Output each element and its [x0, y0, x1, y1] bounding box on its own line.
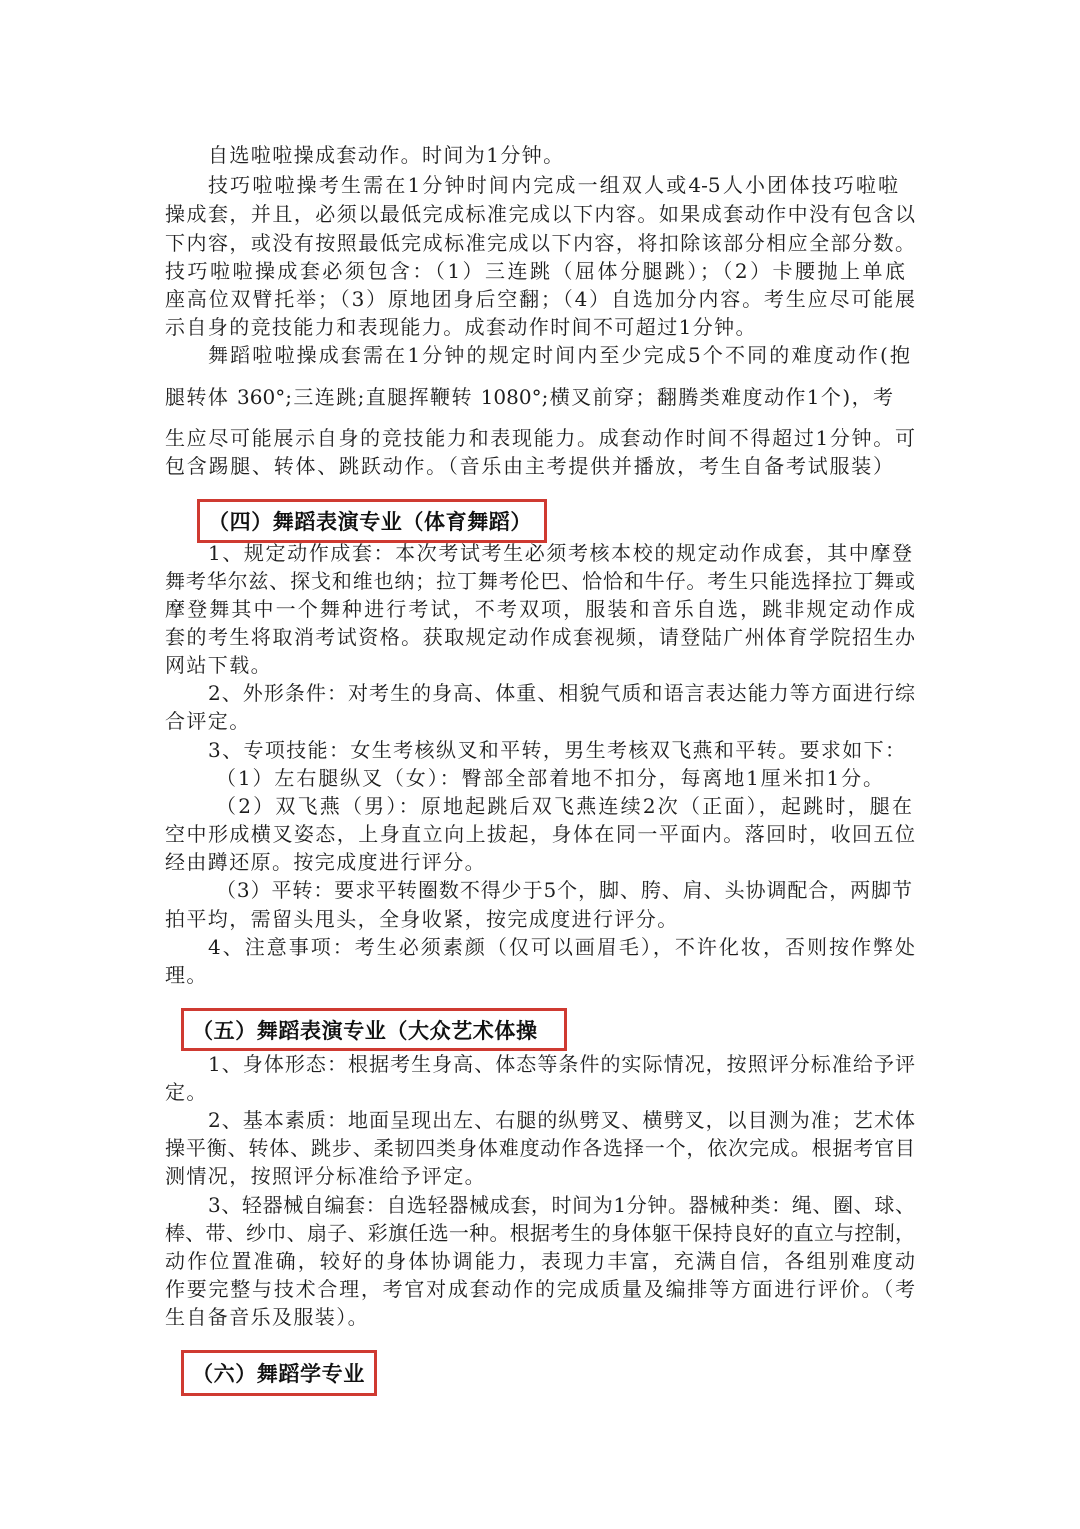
- text-line: 测情况，按照评分标准给予评定。: [165, 1164, 486, 1188]
- text-line: 3、轻器械自编套：自选轻器械成套，时间为1分钟。器械种类：绳、圈、球、: [208, 1193, 915, 1217]
- text-line: 动作位置准确，较好的身体协调能力，表现力丰富，充满自信，各组别难度动: [165, 1249, 915, 1273]
- text-line: （1）左右腿纵叉（女）：臀部全部着地不扣分，每离地1厘米扣1分。: [216, 766, 883, 790]
- section-heading-sport-dance: （四）舞蹈表演专业（体育舞蹈）: [208, 509, 532, 534]
- text-line: 1、规定动作成套：本次考试考生必须考核本校的规定动作成套，其中摩登: [208, 541, 912, 565]
- text-line: （2）双飞燕（男）：原地起跳后双飞燕连续2次（正面），起跳时，腿在: [216, 794, 912, 818]
- text-line: 自选啦啦操成套动作。时间为1分钟。: [208, 143, 565, 167]
- text-line: 作要完整与技术合理，考官对成套动作的完成质量及编排等方面进行评价。（考: [165, 1277, 915, 1301]
- text-line: 座高位双臂托举；（3）原地团身后空翻；（4）自选加分内容。考生应尽可能展: [165, 287, 915, 311]
- text-line: 包含踢腿、转体、跳跃动作。（音乐由主考提供并播放，考生自备考试服装）: [165, 454, 893, 478]
- text-line: 网站下载。: [165, 653, 272, 677]
- text-line: 理。: [165, 963, 208, 987]
- text-line: 4、注意事项：考生必须素颜（仅可以画眉毛），不许化妆，否则按作弊处: [208, 935, 915, 959]
- text-line: 示自身的竞技能力和表现能力。成套动作时间不可超过1分钟。: [165, 315, 757, 339]
- text-line: 操平衡、转体、跳步、柔韧四类身体难度动作各选择一个，依次完成。根据考官目: [165, 1136, 915, 1160]
- text-line: 棒、带、纱巾、扇子、彩旗任选一种。根据考生的身体躯干保持良好的直立与控制，: [165, 1221, 915, 1245]
- heading-highlight-box: [181, 1350, 377, 1396]
- text-line: 2、基本素质：地面呈现出左、右腿的纵劈叉、横劈叉，以目测为准；艺术体: [208, 1108, 915, 1132]
- text-line: 套的考生将取消考试资格。获取规定动作成套视频，请登陆广州体育学院招生办: [165, 625, 915, 649]
- text-line: （3）平转：要求平转圈数不得少于5个，脚、胯、肩、头协调配合，两脚节: [216, 878, 912, 902]
- text-line: 舞考华尔兹、探戈和维也纳；拉丁舞考伦巴、恰恰和牛仔。考生只能选择拉丁舞或: [165, 569, 915, 593]
- heading-highlight-box: [181, 1008, 567, 1051]
- text-line: 生应尽可能展示自身的竞技能力和表现能力。成套动作时间不得超过1分钟。可: [165, 426, 915, 450]
- text-line: 1、身体形态：根据考生身高、体态等条件的实际情况，按照评分标准给予评: [208, 1052, 915, 1076]
- text-line: 操成套，并且，必须以最低完成标准完成以下内容。如果成套动作中没有包含以: [165, 202, 915, 226]
- text-line: 3、专项技能：女生考核纵叉和平转，男生考核双飞燕和平转。要求如下：: [208, 738, 905, 762]
- section-heading-rhythmic: （五）舞蹈表演专业（大众艺术体操: [192, 1017, 538, 1043]
- text-line: 生自备音乐及服装）。: [165, 1305, 369, 1329]
- heading-highlight-box: [197, 499, 547, 543]
- text-line: 2、外形条件：对考生的身高、体重、相貌气质和语言表达能力等方面进行综: [208, 681, 915, 705]
- text-line: 空中形成横叉姿态，上身直立向上拔起，身体在同一平面内。落回时，收回五位: [165, 822, 915, 846]
- text-line: 合评定。: [165, 709, 251, 733]
- text-line: 拍平均，需留头甩头，全身收紧，按完成度进行评分。: [165, 907, 679, 931]
- text-line: 经由蹲还原。按完成度进行评分。: [165, 850, 486, 874]
- text-line: 技巧啦啦操考生需在1分钟时间内完成一组双人或4-5人小团体技巧啦啦: [208, 173, 898, 197]
- text-line: 定。: [165, 1080, 208, 1104]
- text-line: 舞蹈啦啦操成套需在1分钟的规定时间内至少完成5个不同的难度动作(抱: [208, 343, 910, 367]
- section-heading-dance-studies: （六）舞蹈学专业: [192, 1361, 365, 1386]
- text-line: 腿转体 360°;三连跳;直腿挥鞭转 1080°;横叉前穿；翻腾类难度动作1个)，考: [165, 385, 893, 409]
- text-line: 下内容，或没有按照最低完成标准完成以下内容，将扣除该部分相应全部分数。: [165, 231, 915, 255]
- text-line: 技巧啦啦操成套必须包含：（1）三连跳（屈体分腿跳）；（2）卡腰抛上单底: [165, 259, 905, 283]
- text-line: 摩登舞其中一个舞种进行考试，不考双项，服装和音乐自选，跳非规定动作成: [165, 597, 915, 621]
